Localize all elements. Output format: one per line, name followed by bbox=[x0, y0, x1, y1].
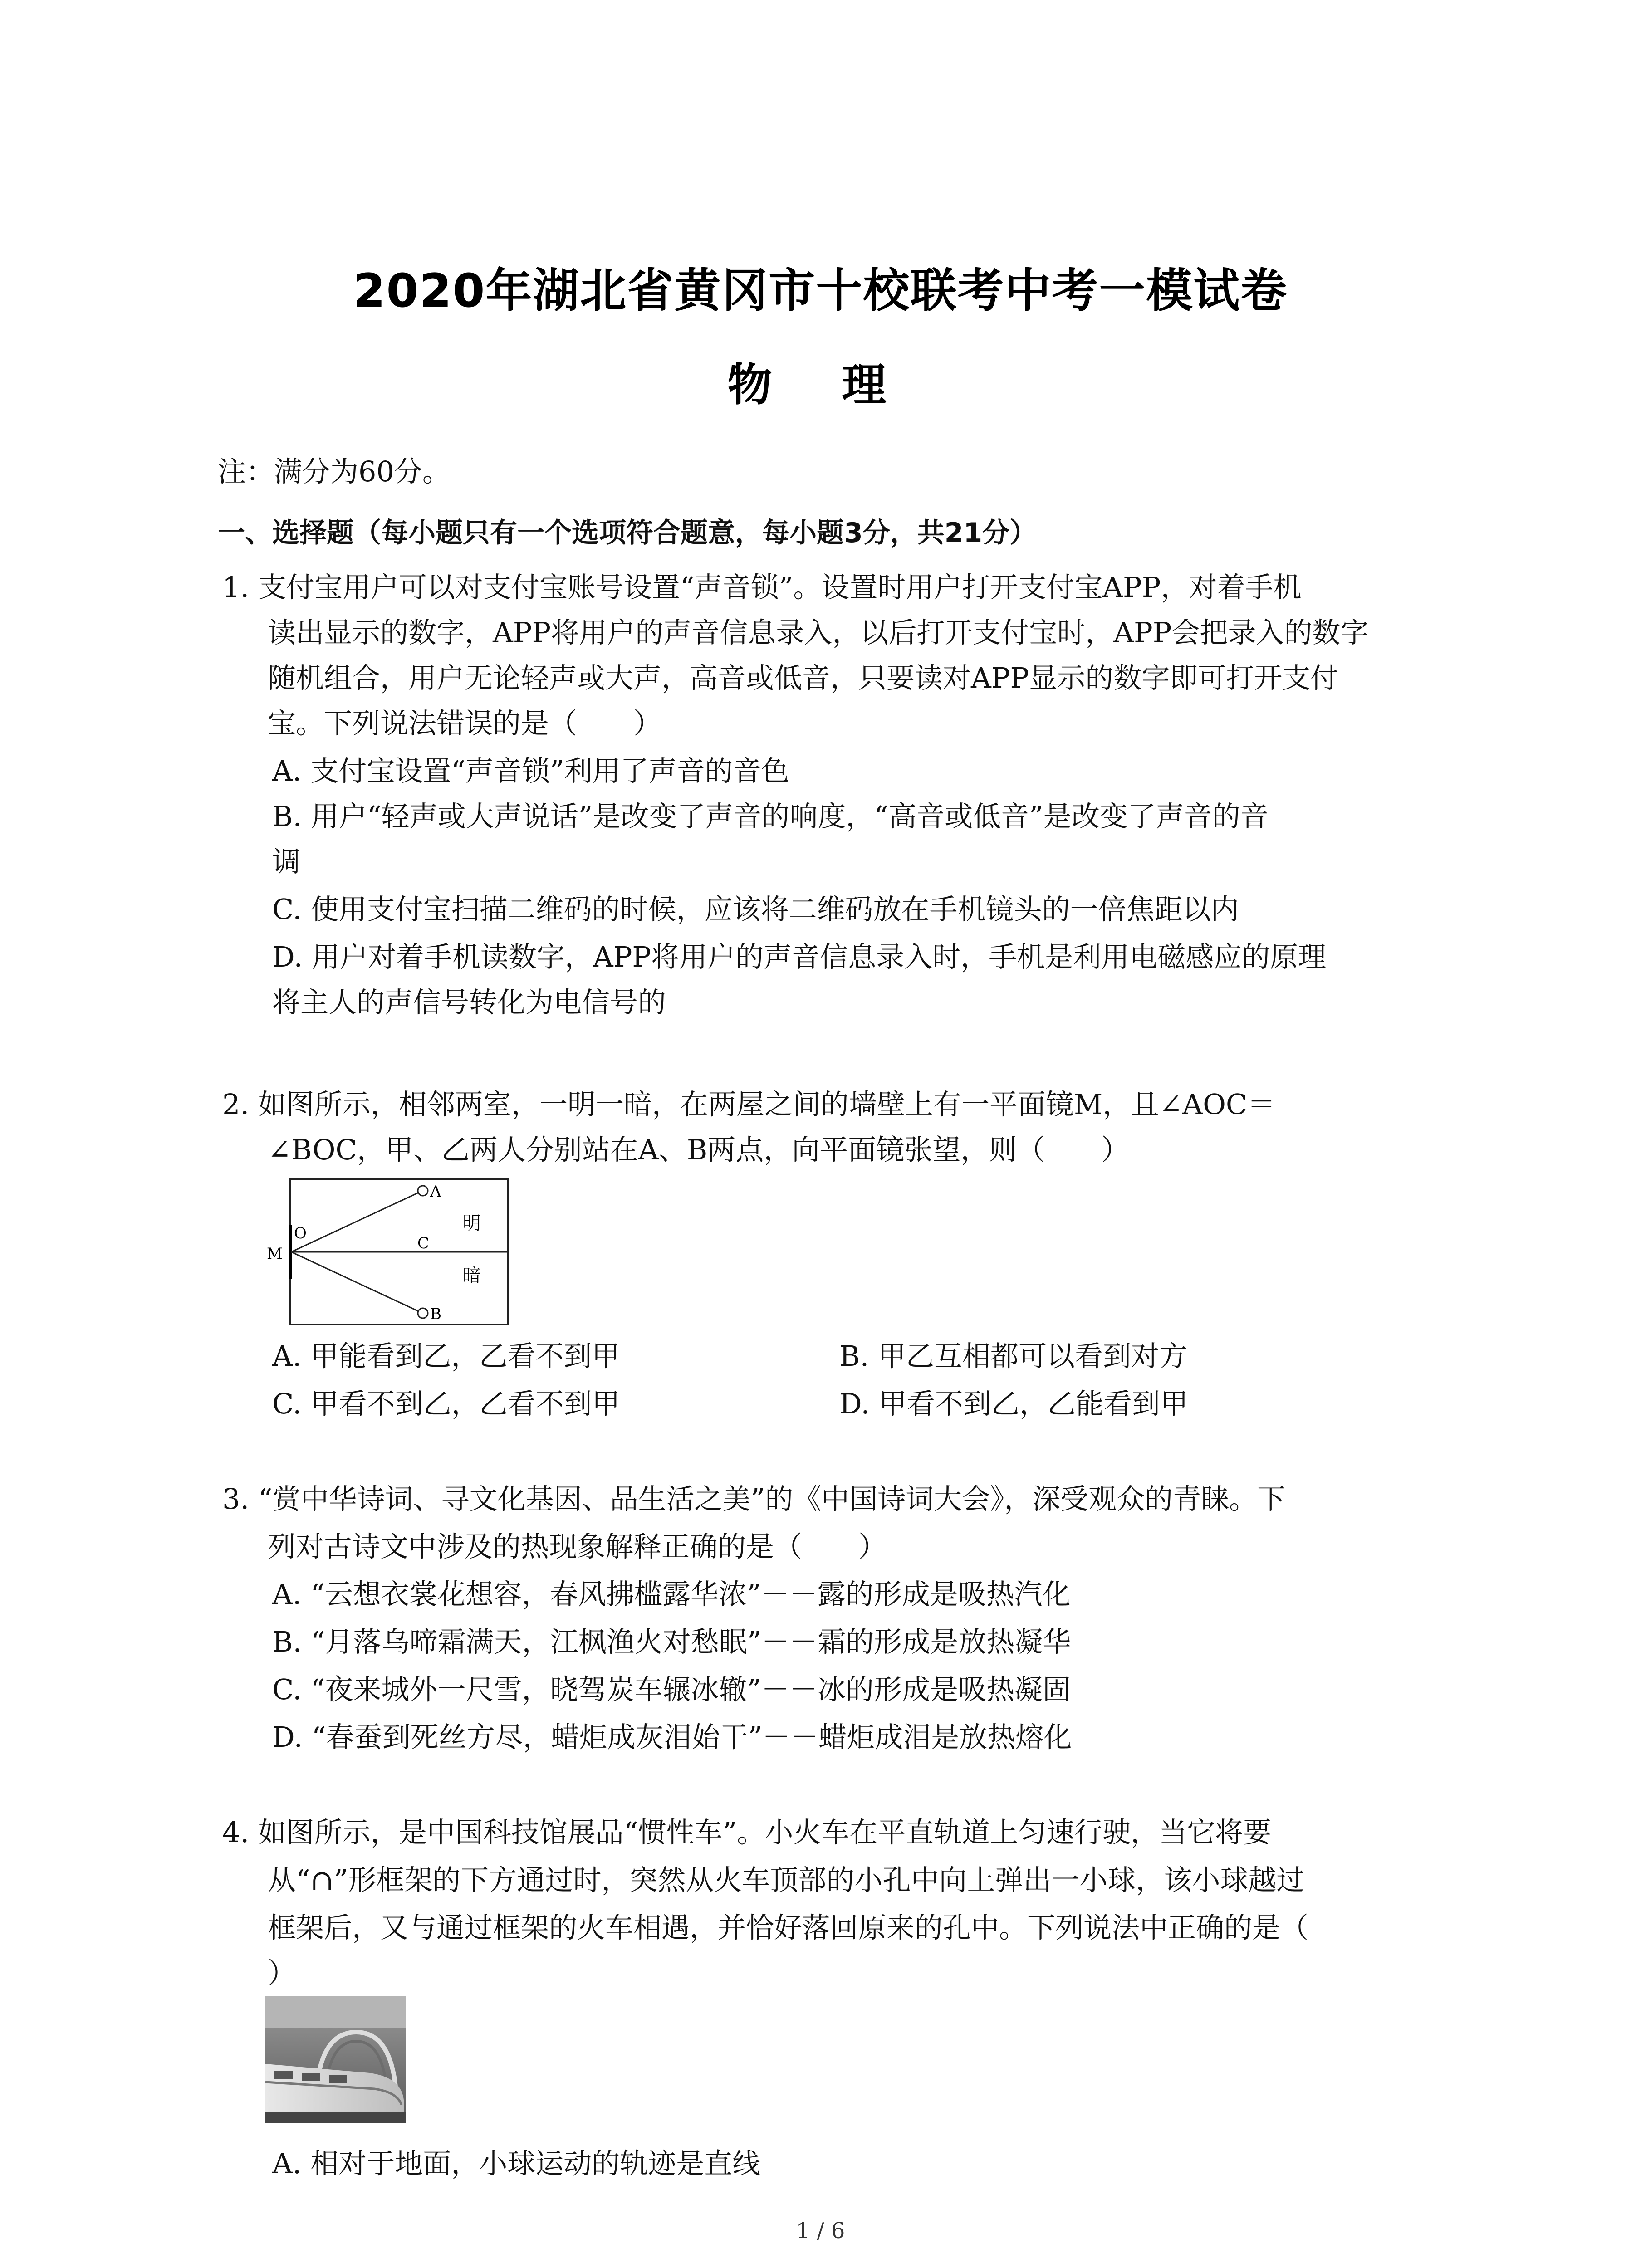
question-3-option-d: D. “春蚕到死丝方尽，蜡炬成灰泪始干”－－蜡炬成泪是放热熔化 bbox=[272, 1721, 1072, 1754]
score-note: 注：满分为60分。 bbox=[218, 455, 451, 488]
question-3-line: 列对古诗文中涉及的热现象解释正确的是（ ） bbox=[268, 1530, 887, 1563]
label-bright-room: 明 bbox=[463, 1213, 481, 1234]
question-1-line: 宝。下列说法错误的是（ ） bbox=[268, 707, 662, 740]
point-a bbox=[418, 1186, 428, 1196]
question-3-option-a: A. “云想衣裳花想容，春风拂槛露华浓”－－露的形成是吸热汽化 bbox=[272, 1578, 1071, 1611]
question-2-option-b: B. 甲乙互相都可以看到对方 bbox=[839, 1339, 1187, 1373]
page-number: 1 / 6 bbox=[796, 2218, 845, 2244]
question-4-line: 4. 如图所示，是中国科技馆展品“惯性车”。小火车在平直轨道上匀速行驶，当它将要 bbox=[222, 1816, 1272, 1849]
inertia-train-photo bbox=[265, 1996, 406, 2123]
question-2-option-c: C. 甲看不到乙，乙看不到甲 bbox=[272, 1387, 620, 1420]
question-1-option-d-cont: 将主人的声信号转化为电信号的 bbox=[272, 986, 666, 1019]
question-2-line: 2. 如图所示，相邻两室，一明一暗，在两屋之间的墙壁上有一平面镜M，且∠AOC＝ bbox=[222, 1088, 1276, 1121]
question-4-line: 从“∩”形框架的下方通过时，突然从火车顶部的小孔中向上弹出一小球，该小球越过 bbox=[268, 1863, 1305, 1897]
question-1-line: 读出显示的数字，APP将用户的声音信息录入，以后打开支付宝时，APP会把录入的数字 bbox=[268, 616, 1369, 649]
question-3-option-b: B. “月落乌啼霜满天，江枫渔火对愁眠”－－霜的形成是放热凝华 bbox=[272, 1625, 1071, 1658]
point-b bbox=[418, 1308, 428, 1318]
question-1-line: 1. 支付宝用户可以对支付宝账号设置“声音锁”。设置时用户打开支付宝APP，对着手机 bbox=[222, 571, 1302, 604]
exam-title: 2020年湖北省黄冈市十校联考中考一模试卷 bbox=[353, 264, 1288, 318]
label-m: M bbox=[267, 1245, 283, 1263]
question-4-line: 框架后，又与通过框架的火车相遇，并恰好落回原来的孔中。下列说法中正确的是（ bbox=[268, 1911, 1309, 1944]
question-1-option-b: B. 用户“轻声或大声说话”是改变了声音的响度，“高音或低音”是改变了声音的音 bbox=[272, 800, 1269, 833]
question-1-option-d: D. 用户对着手机读数字，APP将用户的声音信息录入时，手机是利用电磁感应的原理 bbox=[272, 940, 1327, 973]
question-3-option-c: C. “夜来城外一尺雪，晓驾炭车辗冰辙”－－冰的形成是吸热凝固 bbox=[272, 1673, 1071, 1706]
question-2-option-a: A. 甲能看到乙，乙看不到甲 bbox=[272, 1339, 620, 1373]
question-1-option-c: C. 使用支付宝扫描二维码的时候，应该将二维码放在手机镜头的一倍焦距以内 bbox=[272, 893, 1239, 926]
subject-title: 物 理 bbox=[727, 359, 914, 411]
question-4-line: ） bbox=[268, 1956, 296, 1989]
label-dark-room: 暗 bbox=[463, 1265, 481, 1286]
label-o: O bbox=[294, 1224, 307, 1242]
question-1-option-b-cont: 调 bbox=[272, 845, 301, 878]
question-2-option-d: D. 甲看不到乙，乙能看到甲 bbox=[839, 1387, 1188, 1420]
ray-oa bbox=[291, 1192, 420, 1252]
section-heading: 一、选择题（每小题只有一个选项符合题意，每小题3分，共21分） bbox=[218, 517, 1037, 549]
question-4-option-a: A. 相对于地面，小球运动的轨迹是直线 bbox=[272, 2147, 761, 2180]
ray-ob bbox=[291, 1252, 420, 1312]
label-a: A bbox=[430, 1183, 441, 1201]
question-2-line: ∠BOC，甲、乙两人分别站在A、B两点，向平面镜张望，则（ ） bbox=[268, 1133, 1130, 1166]
mirror-rooms-figure bbox=[263, 1175, 517, 1329]
question-1-line: 随机组合，用户无论轻声或大声，高音或低音，只要读对APP显示的数字即可打开支付 bbox=[268, 661, 1339, 694]
question-3-line: 3. “赏中华诗词、寻文化基因、品生活之美”的《中国诗词大会》，深受观众的青睐。下 bbox=[222, 1482, 1286, 1515]
label-b: B bbox=[430, 1305, 441, 1323]
label-c: C bbox=[417, 1234, 430, 1252]
question-1-option-a: A. 支付宝设置“声音锁”利用了声音的音色 bbox=[272, 754, 789, 787]
